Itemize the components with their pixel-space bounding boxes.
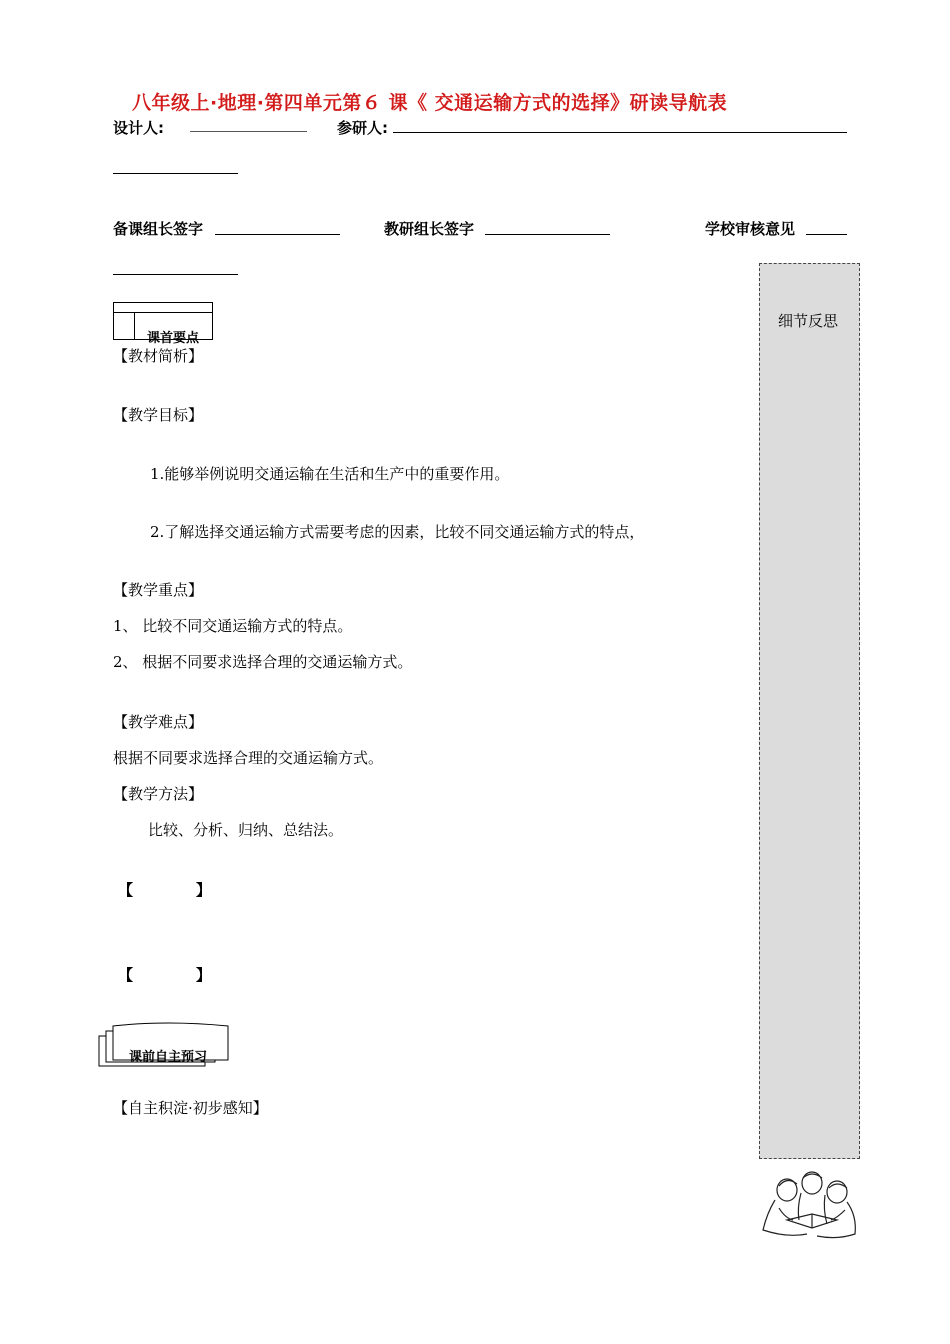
reviewer-blank-continued[interactable] (113, 173, 238, 174)
empty-heading-2-close: 】 (196, 966, 212, 984)
section-badge-label: 课首要点 (147, 331, 200, 346)
prep-leader-sign-blank[interactable] (215, 234, 340, 235)
methods-text: 比较、分析、归纳、总结法。 (148, 821, 344, 839)
heading-self-study: 【自主积淀·初步感知】 (113, 1099, 268, 1117)
students-reading-icon (757, 1168, 863, 1248)
heading-textbook-analysis: 【教材简析】 (113, 347, 204, 365)
section-badge-preview (97, 1022, 232, 1070)
goal-item-2: 2.了解选择交通运输方式需要考虑的因素，比较不同交通运输方式的特点， (150, 523, 645, 541)
heading-key-points: 【教学重点】 (113, 581, 204, 599)
reviewer-blank[interactable] (393, 132, 847, 133)
prep-leader-sign-label: 备课组长签字 (113, 220, 204, 238)
school-review-blank[interactable] (806, 234, 847, 235)
research-leader-sign-label: 教研组长签字 (384, 220, 475, 238)
section-badge-preview-label: 课前自主预习 (129, 1050, 208, 1065)
heading-difficulties: 【教学难点】 (113, 713, 204, 731)
school-review-label: 学校审核意见 (705, 220, 796, 238)
designer-blank[interactable] (190, 131, 307, 132)
difficulty-text: 根据不同要求选择合理的交通运输方式。 (113, 749, 384, 767)
sidebar-title: 细节反思 (778, 312, 839, 330)
research-leader-sign-blank[interactable] (485, 234, 610, 235)
heading-methods: 【教学方法】 (113, 785, 204, 803)
empty-heading-2-open: 【 (118, 966, 134, 984)
key-point-2: 2、 根据不同要求选择合理的交通运输方式。 (113, 653, 413, 671)
key-point-1: 1、 比较不同交通运输方式的特点。 (113, 617, 353, 635)
reflection-sidebar (759, 263, 860, 1159)
heading-teaching-goals: 【教学目标】 (113, 406, 204, 424)
designer-label: 设计人: (113, 119, 164, 137)
empty-heading-1-close: 】 (196, 881, 212, 899)
section-badge-key-points (113, 302, 213, 346)
reviewer-label: 参研人: (337, 119, 388, 137)
goal-item-1: 1.能够举例说明交通运输在生活和生产中的重要作用。 (150, 465, 510, 483)
students-illustration (757, 1168, 863, 1248)
document-title: 八年级上·地理·第四单元第６ 课《 交通运输方式的选择》研读导航表 (132, 92, 728, 114)
school-review-blank-continued[interactable] (113, 274, 238, 275)
empty-heading-1-open: 【 (118, 881, 134, 899)
